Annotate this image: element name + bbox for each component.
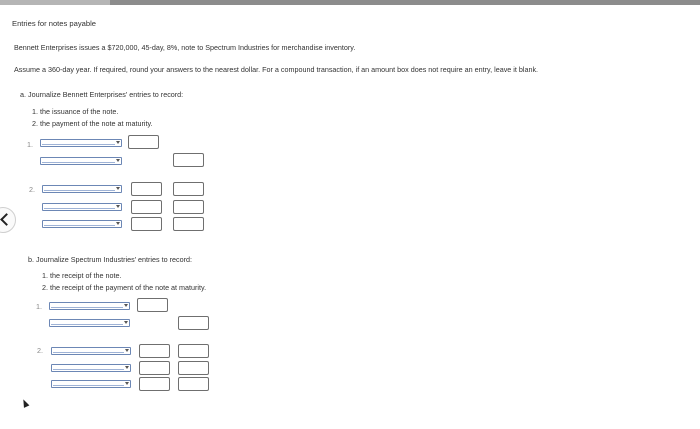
chevron-down-icon [116,222,120,225]
debit-amount-b2-3[interactable] [139,377,170,391]
chevron-down-icon [125,366,129,369]
previous-arrow-button[interactable] [0,207,16,233]
part-a-entry-2-label: 2. [29,185,35,194]
active-tab[interactable] [0,0,110,5]
part-a-item-2: 2. the payment of the note at maturity. [32,119,153,128]
chevron-down-icon [125,382,129,385]
mouse-cursor-icon [21,398,30,408]
credit-amount-a2-2[interactable] [173,200,204,214]
chevron-down-icon [116,159,120,162]
page-title: Entries for notes payable [12,19,97,28]
account-select-a2-row2[interactable] [42,203,122,211]
account-select-a2-row3[interactable] [42,220,122,228]
part-a-item-1: 1. the issuance of the note. [32,107,119,116]
account-select-a1-debit[interactable] [40,139,122,147]
debit-amount-a2-3[interactable] [131,217,162,231]
account-select-a1-credit[interactable] [40,157,122,165]
part-a-heading: a. Journalize Bennett Enterprises' entries to record: [20,90,184,99]
part-b-entry-2-label: 2. [37,346,43,355]
debit-amount-a1-1[interactable] [128,135,159,149]
top-toolbar [0,0,700,5]
credit-amount-a1-1[interactable] [173,153,204,167]
account-select-b2-row1[interactable] [51,347,131,355]
chevron-down-icon [124,304,128,307]
problem-statement: Bennett Enterprises issues a $720,000, 45-day, 8%, note to Spectrum Industries for merchandise inventory. [14,43,356,52]
problem-assumption: Assume a 360-day year. If required, round your answers to the nearest dollar. For a compound transaction, if an amount box does not require an entry, leave it blank. [14,65,539,74]
account-select-a2-row1[interactable] [42,185,122,193]
part-a-entry-1-label: 1. [27,140,33,149]
debit-amount-a2-2[interactable] [131,200,162,214]
account-select-b1-credit[interactable] [49,319,130,327]
chevron-down-icon [116,141,120,144]
part-b-item-1: 1. the receipt of the note. [42,271,122,280]
credit-amount-b2-2[interactable] [178,361,209,375]
credit-amount-b1-1[interactable] [178,316,209,330]
debit-amount-b1-1[interactable] [137,298,168,312]
part-b-entry-1-label: 1. [36,302,42,311]
chevron-down-icon [125,349,129,352]
credit-amount-b2-1[interactable] [178,344,209,358]
account-select-b1-debit[interactable] [49,302,130,310]
part-b-item-2: 2. the receipt of the payment of the note at maturity. [42,283,207,292]
debit-amount-b2-1[interactable] [139,344,170,358]
credit-amount-a2-3[interactable] [173,217,204,231]
debit-amount-b2-2[interactable] [139,361,170,375]
account-select-b2-row2[interactable] [51,364,131,372]
credit-amount-b2-3[interactable] [178,377,209,391]
part-b-heading: b. Journalize Spectrum Industries' entries to record: [28,255,192,264]
credit-amount-a2-1[interactable] [173,182,204,196]
account-select-b2-row3[interactable] [51,380,131,388]
debit-amount-a2-1[interactable] [131,182,162,196]
chevron-down-icon [116,187,120,190]
chevron-down-icon [124,321,128,324]
chevron-down-icon [116,205,120,208]
